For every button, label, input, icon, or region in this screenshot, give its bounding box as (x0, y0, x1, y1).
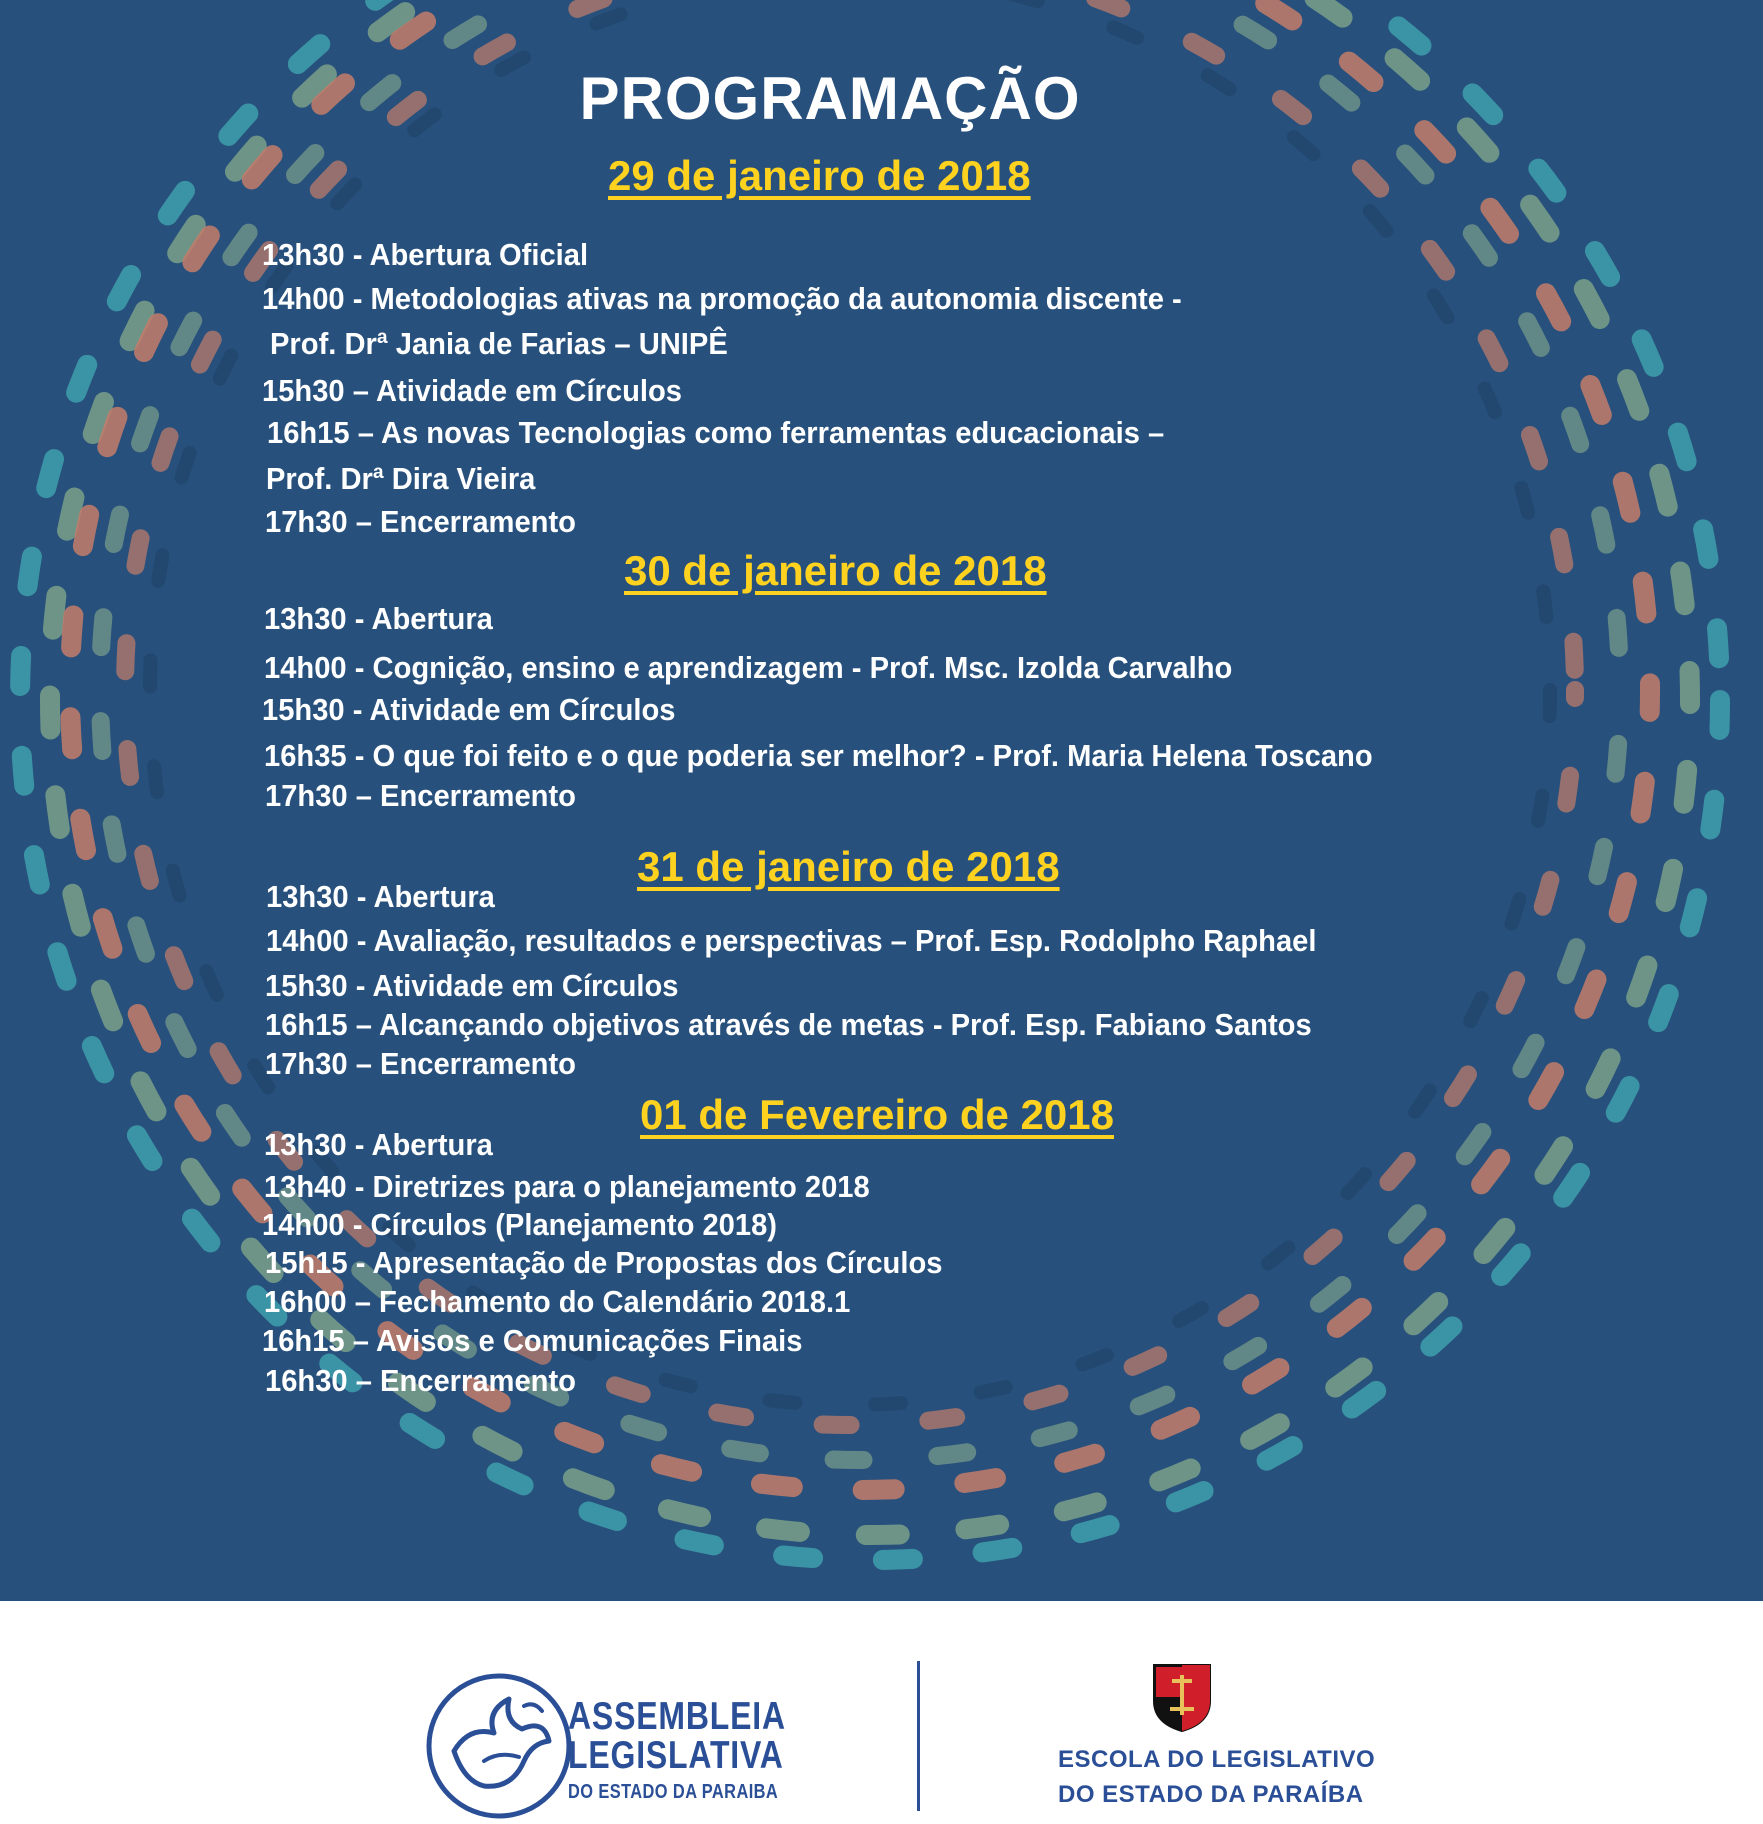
schedule-line: 15h30 - Atividade em Círculos (262, 692, 676, 727)
alpb-name-line3: DO ESTADO DA PARAIBA (568, 1781, 779, 1803)
footer (0, 1601, 1763, 1824)
schedule-line: 15h15 - Apresentação de Propostas dos Círculos (265, 1245, 943, 1280)
schedule-line: 16h15 – Alcançando objetivos através de metas - Prof. Esp. Fabiano Santos (265, 1007, 1312, 1042)
schedule-line: 16h15 – Avisos e Comunicações Finais (262, 1323, 803, 1358)
schedule-line: 17h30 – Encerramento (265, 504, 576, 539)
escola-name-line2: DO ESTADO DA PARAÍBA (1058, 1781, 1364, 1808)
schedule-line: 13h30 - Abertura Oficial (262, 237, 589, 272)
schedule-line: 14h00 - Avaliação, resultados e perspectivas – Prof. Esp. Rodolpho Raphael (266, 923, 1317, 958)
dove-circle-logo-icon (424, 1671, 574, 1821)
footer-divider (917, 1661, 920, 1811)
schedule-line: 13h30 - Abertura (264, 601, 493, 636)
schedule-line: 15h30 - Atividade em Círculos (265, 968, 679, 1003)
schedule-line: 17h30 – Encerramento (265, 1046, 576, 1081)
day-heading-4: 01 de Fevereiro de 2018 (640, 1091, 1114, 1138)
day-heading-2: 30 de janeiro de 2018 (624, 547, 1047, 594)
schedule-line: Prof. Drª Jania de Farias – UNIPÊ (270, 326, 728, 361)
schedule-line: 13h40 - Diretrizes para o planejamento 2018 (264, 1169, 870, 1204)
shield-crest-icon (1150, 1661, 1214, 1733)
day-heading-3: 31 de janeiro de 2018 (637, 843, 1060, 890)
schedule-line: 14h00 - Cognição, ensino e aprendizagem - Prof. Msc. Izolda Carvalho (264, 650, 1233, 685)
schedule-line: 16h15 – As novas Tecnologias como ferramentas educacionais – (267, 415, 1165, 450)
schedule-line: 16h35 - O que foi feito e o que poderia ser melhor? - Prof. Maria Helena Toscano (264, 738, 1373, 773)
day-heading-1: 29 de janeiro de 2018 (608, 152, 1031, 199)
page-title: PROGRAMAÇÃO (579, 65, 1081, 132)
schedule-line: Prof. Drª Dira Vieira (266, 461, 536, 496)
schedule-line: 16h30 – Encerramento (265, 1363, 576, 1398)
schedule-line: 13h30 - Abertura (264, 1127, 493, 1162)
schedule-line: 16h00 – Fechamento do Calendário 2018.1 (264, 1284, 851, 1319)
escola-name-line1: ESCOLA DO LEGISLATIVO (1058, 1746, 1376, 1773)
schedule-line: 17h30 – Encerramento (265, 778, 576, 813)
schedule-line: 13h30 - Abertura (266, 879, 495, 914)
alpb-name-line1: ASSEMBLEIA (568, 1695, 786, 1738)
schedule-line: 15h30 – Atividade em Círculos (262, 373, 683, 408)
alpb-name-line2: LEGISLATIVA (568, 1734, 784, 1777)
schedule-line: 14h00 - Círculos (Planejamento 2018) (262, 1207, 778, 1242)
schedule-line: 14h00 - Metodologias ativas na promoção da autonomia discente - (262, 281, 1182, 316)
